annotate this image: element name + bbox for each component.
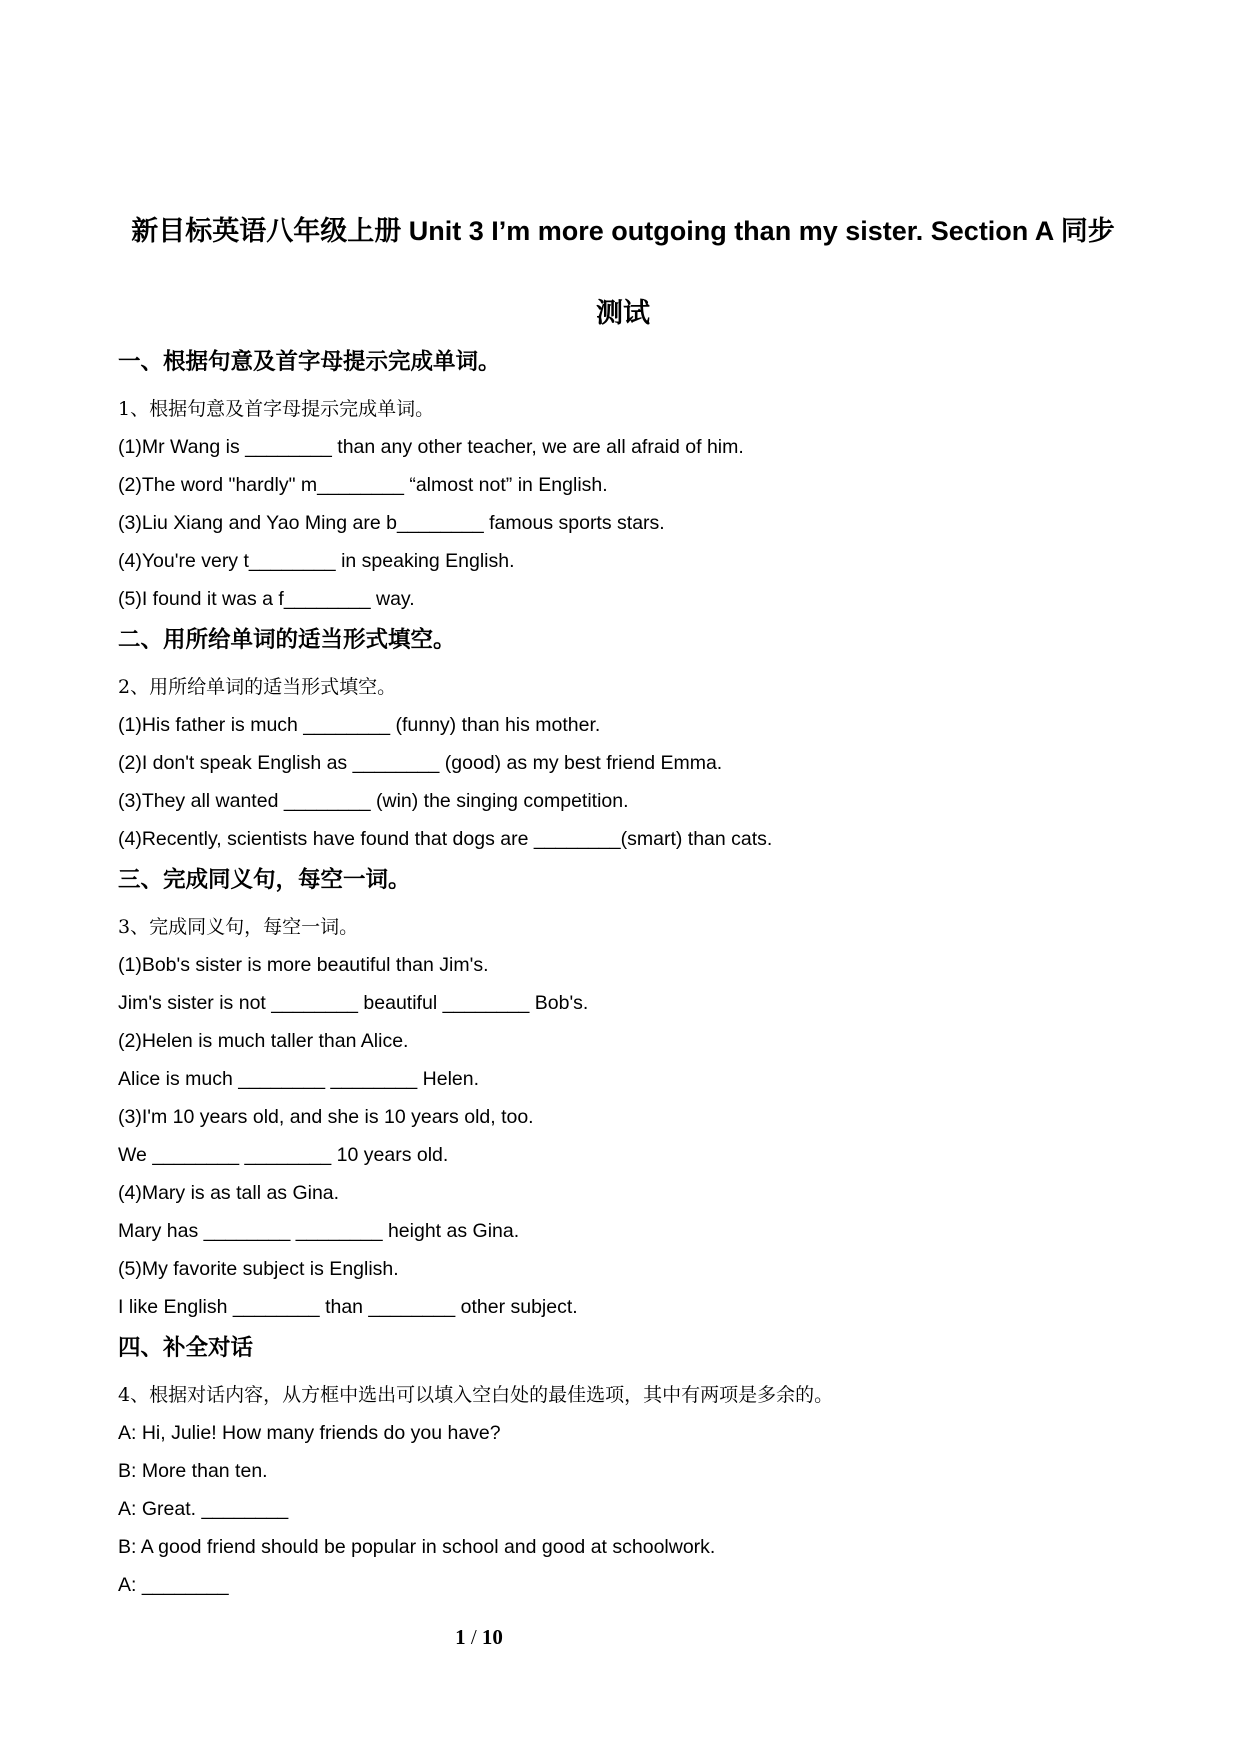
section-4 [118,1330,1128,1604]
question-line: (4)Mary is as tall as Gina. [118,1182,340,1204]
sections-container [118,340,1128,1604]
section-2 [118,622,1128,858]
question-line: Mary has ________ ________ height as Gina. [118,1220,520,1242]
page-separator: / [470,1625,477,1649]
question-line: (2)I don't speak English as ________ (good) as my best friend Emma. [118,752,723,774]
dialogue-line: B: More than ten. [118,1460,268,1482]
dialogue-line: A: ________ [118,1574,229,1596]
question-line: (2)The word "hardly" m________ “almost not” in English. [118,474,608,496]
question-line: Jim's sister is not ________ beautiful ________ Bob's. [118,992,589,1014]
dialogue-line: A: Great. ________ [118,1498,289,1520]
question-line: (1)His father is much ________ (funny) than his mother. [118,714,601,736]
section-heading: 三、完成同义句，每空一词。 [118,867,411,893]
question-line: (5)I found it was a f________ way. [118,588,415,610]
question-line: (3)I'm 10 years old, and she is 10 years old, too. [118,1106,534,1128]
section-1 [118,344,1128,618]
section-heading: 二、用所给单词的适当形式填空。 [118,627,456,653]
question-instruction: 4、根据对话内容，从方框中选出可以填入空白处的最佳选项，其中有两项是多余的。 [118,1384,834,1406]
question-line: (3)Liu Xiang and Yao Ming are b________ famous sports stars. [118,512,665,534]
question-line: (4)Recently, scientists have found that dogs are ________(smart) than cats. [118,828,773,850]
question-line: We ________ ________ 10 years old. [118,1144,449,1166]
current-page-number: 1 [455,1625,466,1649]
question-line: Alice is much ________ ________ Helen. [118,1068,480,1090]
question-line: (2)Helen is much taller than Alice. [118,1030,409,1052]
question-instruction: 3、完成同义句，每空一词。 [118,916,359,938]
section-heading: 四、补全对话 [118,1335,254,1361]
question-line: (1)Mr Wang is ________ than any other teacher, we are all afraid of him. [118,436,744,458]
section-heading: 一、根据句意及首字母提示完成单词。 [118,349,501,375]
question-line: (3)They all wanted ________ (win) the singing competition. [118,790,629,812]
page-number-footer [0,1625,958,1650]
question-line: (5)My favorite subject is English. [118,1258,399,1280]
document-title: 新目标英语八年级上册 Unit 3 I’m more outgoing than my sister. Section A 同步测试 [131,216,1115,328]
total-pages-number: 10 [481,1625,503,1649]
question-instruction: 1、根据句意及首字母提示完成单词。 [118,398,435,420]
question-line: I like English ________ than ________ other subject. [118,1296,578,1318]
question-instruction: 2、用所给单词的适当形式填空。 [118,676,397,698]
question-line: (4)You're very t________ in speaking English. [118,550,515,572]
question-line: (1)Bob's sister is more beautiful than Jim's. [118,954,489,976]
dialogue-line: A: Hi, Julie! How many friends do you have? [118,1422,501,1444]
section-3 [118,862,1128,1326]
dialogue-line: B: A good friend should be popular in school and good at schoolwork. [118,1536,716,1558]
